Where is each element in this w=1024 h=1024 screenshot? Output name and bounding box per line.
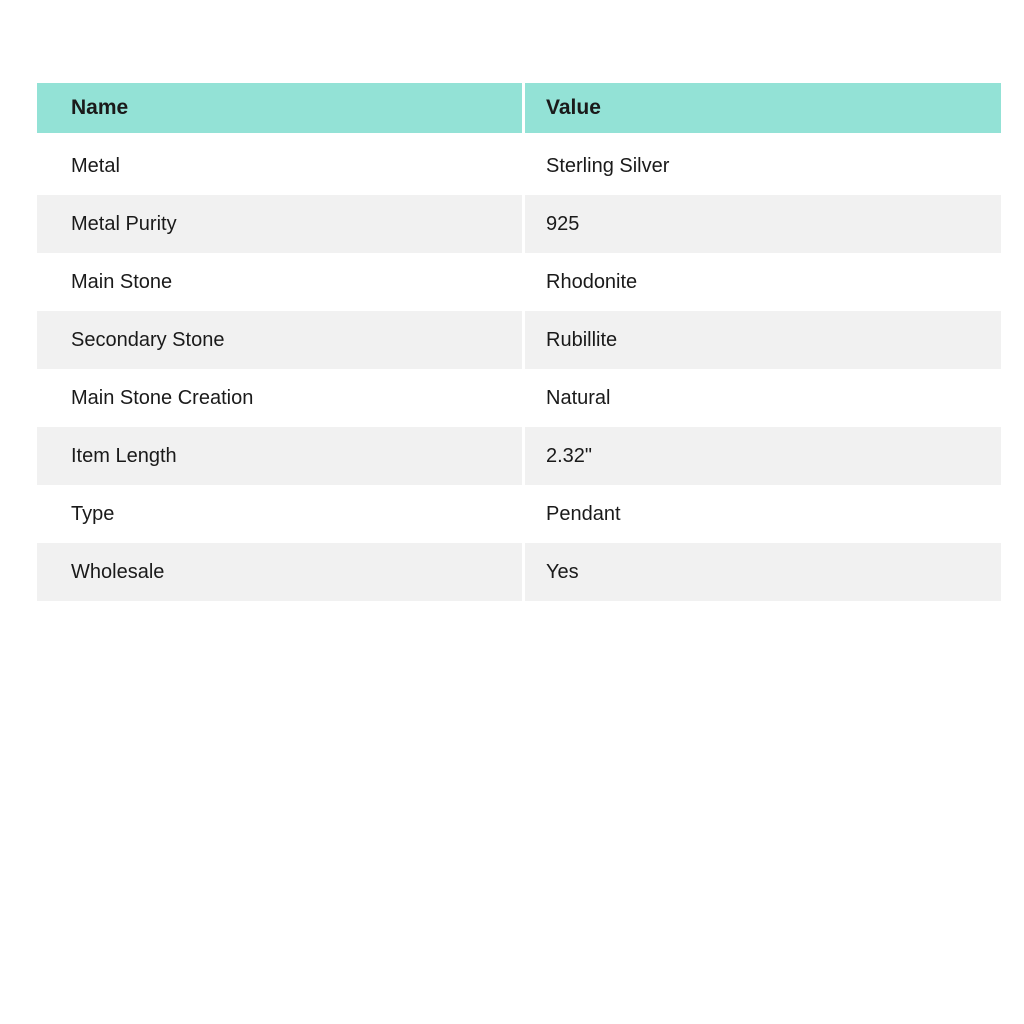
attr-value-cell: Sterling Silver (522, 137, 1001, 195)
table-body (37, 137, 1001, 601)
attr-value-cell: Yes (522, 543, 1001, 601)
table-row (37, 253, 1001, 311)
attr-name-cell: Item Length (37, 427, 522, 485)
attr-name-cell: Type (37, 485, 522, 543)
product-attributes-section (37, 83, 1001, 601)
table-row (37, 137, 1001, 195)
attr-value-cell: Rhodonite (522, 253, 1001, 311)
attr-value-cell: Pendant (522, 485, 1001, 543)
attr-value-cell: 925 (522, 195, 1001, 253)
attr-name-cell: Metal Purity (37, 195, 522, 253)
table-row (37, 427, 1001, 485)
table-row (37, 543, 1001, 601)
attr-name-cell: Metal (37, 137, 522, 195)
table-row (37, 369, 1001, 427)
attr-name-cell: Wholesale (37, 543, 522, 601)
attr-name-cell: Main Stone (37, 253, 522, 311)
table-row (37, 311, 1001, 369)
column-header-value: Value (522, 83, 1001, 137)
attributes-table (37, 83, 1001, 601)
header-row (37, 83, 1001, 137)
table-row (37, 195, 1001, 253)
attr-name-cell: Secondary Stone (37, 311, 522, 369)
table-row (37, 485, 1001, 543)
attr-value-cell: 2.32" (522, 427, 1001, 485)
attr-name-cell: Main Stone Creation (37, 369, 522, 427)
table-header (37, 83, 1001, 137)
column-header-name: Name (37, 83, 522, 137)
attr-value-cell: Natural (522, 369, 1001, 427)
attr-value-cell: Rubillite (522, 311, 1001, 369)
